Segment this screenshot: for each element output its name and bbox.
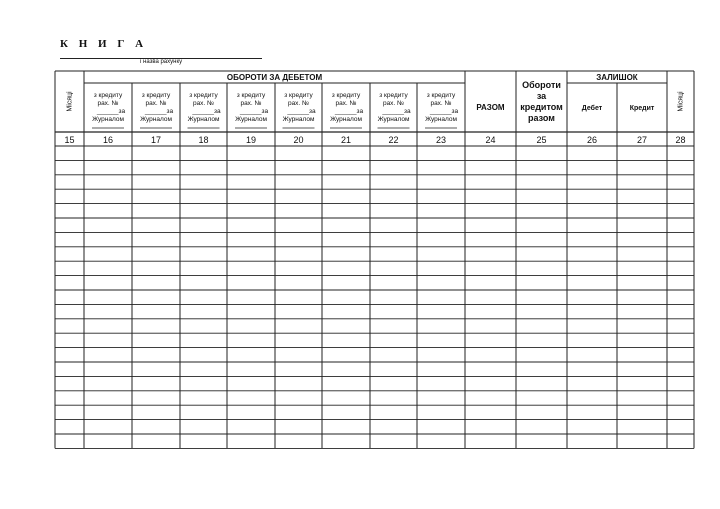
debit-subcolumn-label: ______за: [287, 108, 316, 115]
month-label-left: Місяці: [66, 91, 74, 112]
month-label-right: Місяці: [677, 91, 685, 112]
debit-subcolumn-label: ______за: [144, 108, 174, 115]
column-number: 25: [536, 135, 547, 145]
column-number: 15: [64, 135, 75, 145]
debit-subcolumn-label: ______за: [239, 108, 269, 115]
column-number: 22: [388, 135, 399, 145]
debit-subcolumn-label: Журналом: [282, 116, 315, 123]
book-title: К Н И Г А: [60, 38, 148, 50]
account-name-caption: і назва рахунку: [140, 59, 183, 65]
debit-subcolumn-label: рах. №: [287, 100, 310, 107]
credit-turnover-label: за: [536, 91, 547, 101]
debit-subcolumn-label: рах. №: [335, 100, 357, 107]
column-number: 17: [150, 135, 162, 145]
debit-subcolumn-label: з кредиту: [379, 92, 408, 99]
debit-subcolumn-label: рах. №: [430, 100, 452, 107]
debit-subcolumn-label: з кредиту: [284, 92, 313, 99]
total-column-label: РАЗОМ: [476, 103, 505, 112]
debit-subcolumn-label: з кредиту: [331, 92, 361, 99]
debit-group-title: ОБОРОТИ ЗА ДЕБЕТОМ: [226, 73, 323, 82]
credit-turnover-label: Обороти: [522, 80, 561, 90]
debit-subcolumn-label: з кредиту: [189, 92, 218, 99]
debit-subcolumn-label: рах. №: [382, 100, 405, 107]
debit-subcolumn-label: Журналом: [330, 116, 362, 123]
debit-subcolumn-label: з кредиту: [141, 92, 171, 99]
debit-subcolumn-label: з кредиту: [93, 92, 123, 99]
debit-subcolumn-label: Журналом: [377, 116, 410, 123]
debit-subcolumn-label: з кредиту: [236, 92, 266, 99]
debit-subcolumn-label: Журналом: [235, 116, 267, 123]
column-number: 18: [198, 135, 209, 145]
debit-subcolumn-label: з кредиту: [426, 92, 456, 99]
column-number: 27: [636, 135, 648, 145]
debit-subcolumn-label: Журналом: [140, 116, 172, 123]
credit-turnover-label: разом: [528, 113, 555, 123]
debit-subcolumn-label: Журналом: [92, 116, 124, 123]
debit-subcolumn-label: ______за: [96, 108, 126, 115]
debit-subcolumn-label: ______за: [429, 108, 459, 115]
column-number: 20: [293, 135, 304, 145]
debit-subcolumn-label: рах. №: [97, 100, 119, 107]
balance-debit-label: Дебет: [581, 105, 603, 112]
column-number: 26: [586, 135, 598, 145]
debit-subcolumn-label: ______за: [334, 108, 364, 115]
column-number: 24: [485, 135, 496, 145]
debit-subcolumn-label: Журналом: [425, 116, 457, 123]
column-number: 21: [340, 135, 352, 145]
balance-credit-label: Кредит: [629, 105, 655, 112]
debit-subcolumn-label: рах. №: [240, 100, 262, 107]
column-number: 23: [435, 135, 447, 145]
column-number: 28: [675, 135, 686, 145]
debit-subcolumn-label: рах. №: [192, 100, 215, 107]
column-number: 16: [102, 135, 114, 145]
credit-turnover-label: кредитом: [520, 102, 563, 112]
debit-subcolumn-label: рах. №: [145, 100, 167, 107]
debit-subcolumn-label: ______за: [382, 108, 411, 115]
column-number: 19: [245, 135, 257, 145]
debit-subcolumn-label: ______за: [192, 108, 221, 115]
debit-subcolumn-label: Журналом: [187, 116, 220, 123]
balance-group-title: ЗАЛИШОК: [596, 73, 638, 82]
